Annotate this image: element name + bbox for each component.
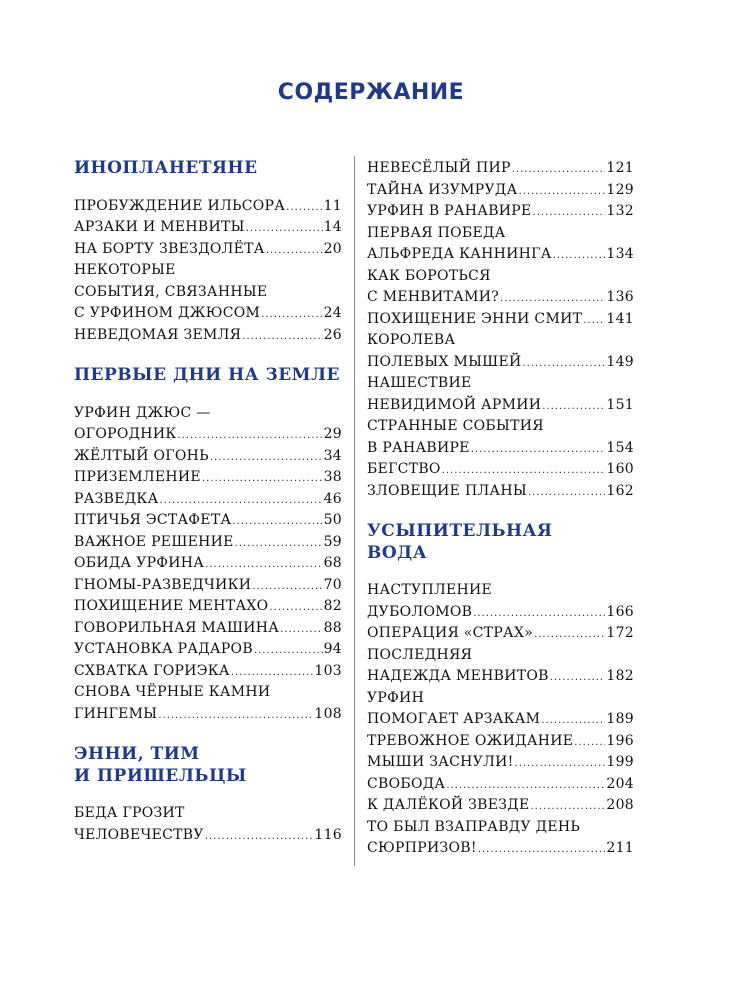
entry-title: СХВАТКА ГОРИЭКА xyxy=(74,662,230,679)
entry-row xyxy=(367,309,634,331)
dot-leader xyxy=(519,181,606,203)
dot-leader xyxy=(583,310,605,332)
entry-title: НЕВИДИМОЙ АРМИИ xyxy=(367,396,542,413)
entry-title: ПОЛЕВЫХ МЫШЕЙ xyxy=(367,353,522,370)
toc-entry[interactable] xyxy=(367,223,634,266)
dot-leader xyxy=(158,705,313,727)
entry-title: СВОБОДА xyxy=(367,775,446,792)
entry-row xyxy=(74,639,342,661)
toc-entry[interactable] xyxy=(74,575,342,597)
section-heading-line: ПЕРВЫЕ ДНИ НА ЗЕМЛЕ xyxy=(74,365,340,385)
page-number: 116 xyxy=(314,826,342,843)
entry-title-line: НАСТУПЛЕНИЕ xyxy=(367,582,493,598)
entry-row xyxy=(74,532,342,554)
entry-title: ДУБОЛОМОВ xyxy=(367,603,473,620)
toc-entry[interactable] xyxy=(74,403,342,446)
toc-entry[interactable] xyxy=(367,752,634,774)
toc-entry[interactable] xyxy=(74,260,342,325)
entry-title: УСТАНОВКА РАДАРОВ xyxy=(74,641,253,657)
section-heading xyxy=(367,521,634,564)
page-number: 182 xyxy=(606,668,634,684)
dot-leader xyxy=(177,425,322,447)
entry-row xyxy=(367,459,634,481)
section-heading-line: ЭННИ, ТИМ xyxy=(74,744,200,764)
entry-title: ПРИЗЕМЛЕНИЕ xyxy=(74,469,201,485)
page-number: 134 xyxy=(606,246,634,262)
entry-title: ЧЕЛОВЕЧЕСТВУ xyxy=(74,826,204,843)
page-number: 24 xyxy=(323,305,342,321)
entry-title: ЗЛОВЕЩИЕ ПЛАНЫ xyxy=(367,482,527,499)
page-number: 103 xyxy=(314,662,342,679)
section-spacer xyxy=(74,346,342,365)
entry-row xyxy=(74,825,342,847)
dot-leader xyxy=(202,468,323,490)
entry-title-line: БЕДА ГРОЗИТ xyxy=(74,805,185,821)
toc-entry[interactable] xyxy=(74,661,342,683)
entry-row xyxy=(74,446,342,468)
dot-leader xyxy=(471,439,606,461)
entry-row xyxy=(74,303,342,325)
page-number: 204 xyxy=(606,775,634,792)
entry-row xyxy=(74,424,342,446)
toc-entry[interactable] xyxy=(367,266,634,309)
page-number: 34 xyxy=(323,447,342,464)
toc-entry[interactable] xyxy=(74,467,342,489)
entry-row xyxy=(367,438,634,460)
toc-entry[interactable] xyxy=(74,639,342,661)
dot-leader xyxy=(542,396,605,418)
page-number: 94 xyxy=(323,641,342,657)
entry-title: С МЕНВИТАМИ? xyxy=(367,289,500,305)
page-number: 70 xyxy=(323,576,342,593)
section-spacer xyxy=(367,502,634,521)
section-heading-line: И ПРИШЕЛЬЦЫ xyxy=(74,765,247,786)
entry-row xyxy=(74,618,342,640)
entry-row xyxy=(367,481,634,503)
dot-leader xyxy=(515,753,606,775)
dot-leader xyxy=(541,710,605,732)
toc-entry[interactable] xyxy=(74,532,342,554)
dot-leader xyxy=(261,304,322,326)
toc-entry[interactable] xyxy=(367,309,634,331)
section-heading xyxy=(74,744,342,787)
entry-title-line: НЕКОТОРЫЕ xyxy=(74,262,176,278)
entry-row xyxy=(367,731,634,753)
dot-leader xyxy=(522,353,605,375)
dot-leader xyxy=(528,482,605,504)
section-heading-line: ИНОПЛАНЕТЯНЕ xyxy=(74,158,258,178)
entry-row xyxy=(74,467,342,489)
entry-title: ЖЁЛТЫЙ ОГОНЬ xyxy=(74,447,209,464)
dot-leader xyxy=(286,197,322,219)
dot-leader xyxy=(478,839,606,861)
toc-entry[interactable] xyxy=(367,688,634,731)
entry-row xyxy=(367,774,634,796)
toc-entry[interactable] xyxy=(74,239,342,261)
entry-title: ОБИДА УРФИНА xyxy=(74,555,205,571)
entry-title: СЮРПРИЗОВ! xyxy=(367,840,477,856)
entry-row xyxy=(367,352,634,374)
section-heading-line: ВОДА xyxy=(367,542,428,563)
entry-row xyxy=(74,553,342,575)
entry-row xyxy=(74,217,342,239)
entry-title-line: ТО БЫЛ ВЗАПРАВДУ ДЕНЬ xyxy=(367,818,581,835)
toc-entry[interactable] xyxy=(367,731,634,753)
toc-entry[interactable] xyxy=(74,803,342,846)
page-number: 151 xyxy=(606,396,634,413)
page-number: 46 xyxy=(323,490,342,507)
section-spacer xyxy=(74,725,342,744)
dot-leader xyxy=(210,447,323,469)
entry-row xyxy=(74,575,342,597)
dot-leader xyxy=(254,640,323,662)
entry-row xyxy=(74,489,342,511)
entry-title: ПОМОГАЕТ АРЗАКАМ xyxy=(367,711,541,727)
entry-row xyxy=(74,239,342,261)
page-number: 14 xyxy=(323,219,342,235)
entry-title: ГОВОРИЛЬНАЯ МАШИНА xyxy=(74,619,280,636)
entry-title: НА БОРТУ ЗВЕЗДОЛЁТА xyxy=(74,240,265,257)
entry-row xyxy=(367,395,634,417)
entry-title: ВАЖНОЕ РЕШЕНИЕ xyxy=(74,533,234,550)
entry-title: АЛЬФРЕДА КАННИНГА xyxy=(367,246,552,262)
entry-row xyxy=(367,602,634,624)
entry-title-line: КАК БОРОТЬСЯ xyxy=(367,267,491,284)
page-number: 166 xyxy=(606,603,634,620)
page-number: 26 xyxy=(323,326,342,343)
toc-entry[interactable] xyxy=(74,510,342,532)
page-number: 211 xyxy=(606,840,634,856)
dot-leader xyxy=(446,775,605,797)
toc-entry[interactable] xyxy=(74,682,342,725)
entry-row xyxy=(367,287,634,309)
entry-title-line: ПОСЛЕДНЯЯ xyxy=(367,646,473,663)
page-number: 68 xyxy=(323,555,342,571)
section-spacer xyxy=(74,387,342,403)
entry-row xyxy=(367,795,634,817)
toc-entry[interactable] xyxy=(74,196,342,218)
dot-leader xyxy=(473,603,605,625)
entry-row xyxy=(367,709,634,731)
page-number: 154 xyxy=(606,439,634,456)
page-title: СОДЕРЖАНИЕ xyxy=(277,80,465,105)
dot-leader xyxy=(534,624,605,646)
dot-leader xyxy=(242,326,322,348)
toc-entry[interactable] xyxy=(367,774,634,796)
entry-title: УРФИН В РАНАВИРЕ xyxy=(367,203,532,219)
toc-entry[interactable] xyxy=(367,158,634,180)
entry-title-line: ПЕРВАЯ ПОБЕДА xyxy=(367,224,506,241)
section-spacer xyxy=(74,787,342,803)
entry-title-line: УРФИН xyxy=(367,689,425,706)
entry-row xyxy=(74,325,342,347)
dot-leader xyxy=(550,667,606,689)
toc-entry[interactable] xyxy=(74,618,342,640)
entry-title: С УРФИНОМ ДЖЮСОМ xyxy=(74,305,261,321)
toc-entry[interactable] xyxy=(367,459,634,481)
page-number: 162 xyxy=(606,482,634,499)
page-number: 108 xyxy=(314,705,342,722)
entry-title: ТРЕВОЖНОЕ ОЖИДАНИЕ xyxy=(367,732,574,749)
entry-row xyxy=(367,623,634,645)
dot-leader xyxy=(246,218,323,240)
dot-leader xyxy=(205,826,314,848)
entry-title: ГИНГЕМЫ xyxy=(74,705,158,722)
page-number: 199 xyxy=(606,754,634,770)
toc-entry[interactable] xyxy=(74,553,342,575)
toc-column-left xyxy=(74,158,342,846)
entry-title-line: СОБЫТИЯ, СВЯЗАННЫЕ xyxy=(74,283,268,300)
page-number: 172 xyxy=(606,625,634,641)
dot-leader xyxy=(574,732,605,754)
toc-entry[interactable] xyxy=(367,201,634,223)
entry-title: В РАНАВИРЕ xyxy=(367,439,470,456)
entry-row xyxy=(74,704,342,726)
page-number: 196 xyxy=(606,732,634,749)
entry-row xyxy=(367,838,634,860)
dot-leader xyxy=(442,460,606,482)
section-heading xyxy=(74,158,342,180)
toc-entry[interactable] xyxy=(367,180,634,202)
toc-entry[interactable] xyxy=(367,817,634,860)
column-divider xyxy=(354,156,355,866)
toc-entry[interactable] xyxy=(367,481,634,503)
entry-row xyxy=(74,661,342,683)
dot-leader xyxy=(266,240,323,262)
entry-row xyxy=(74,196,342,218)
entry-title: АРЗАКИ И МЕНВИТЫ xyxy=(74,219,245,235)
dot-leader xyxy=(500,288,605,310)
entry-row xyxy=(367,666,634,688)
entry-row xyxy=(74,510,342,532)
entry-title: ТАЙНА ИЗУМРУДА xyxy=(367,181,518,198)
dot-leader xyxy=(231,662,314,684)
section-spacer xyxy=(74,180,342,196)
page-number: 29 xyxy=(323,426,342,442)
entry-title: РАЗВЕДКА xyxy=(74,490,159,507)
dot-leader xyxy=(512,159,606,181)
toc-entry[interactable] xyxy=(367,330,634,373)
dot-leader xyxy=(553,245,606,267)
page-number: 160 xyxy=(606,461,634,477)
dot-leader xyxy=(232,511,322,533)
entry-title: НАДЕЖДА МЕНВИТОВ xyxy=(367,668,549,684)
entry-row xyxy=(367,180,634,202)
page-number: 20 xyxy=(323,240,342,257)
entry-title: ПОХИЩЕНИЕ МЕНТАХО xyxy=(74,598,269,614)
dot-leader xyxy=(205,554,322,576)
entry-title: ОПЕРАЦИЯ «СТРАХ» xyxy=(367,625,534,641)
entry-title: НЕВЕДОМАЯ ЗЕМЛЯ xyxy=(74,326,242,343)
toc-entry[interactable] xyxy=(367,416,634,459)
entry-title: ОГОРОДНИК xyxy=(74,426,177,442)
page-number: 38 xyxy=(323,469,342,485)
entry-row xyxy=(74,596,342,618)
toc-entry[interactable] xyxy=(367,373,634,416)
toc-column-right xyxy=(367,158,634,860)
dot-leader xyxy=(280,619,322,641)
entry-title: НЕВЕСЁЛЫЙ ПИР xyxy=(367,160,511,176)
toc-entry[interactable] xyxy=(74,217,342,239)
page-number: 88 xyxy=(323,619,342,636)
entry-row xyxy=(367,201,634,223)
entry-title: МЫШИ ЗАСНУЛИ! xyxy=(367,754,514,770)
entry-title-line: СТРАННЫЕ СОБЫТИЯ xyxy=(367,418,544,434)
dot-leader xyxy=(252,576,322,598)
toc-entry[interactable] xyxy=(367,795,634,817)
page-number: 129 xyxy=(606,181,634,198)
toc-entry[interactable] xyxy=(367,645,634,688)
toc-entry[interactable] xyxy=(367,623,634,645)
entry-row xyxy=(367,158,634,180)
entry-title: К ДАЛЁКОЙ ЗВЕЗДЕ xyxy=(367,797,530,813)
dot-leader xyxy=(269,597,322,619)
page-number: 208 xyxy=(606,797,634,813)
entry-title-line: СНОВА ЧЁРНЫЕ КАМНИ xyxy=(74,684,271,700)
entry-title-line: НАШЕСТВИЕ xyxy=(367,375,472,391)
toc-entry[interactable] xyxy=(74,596,342,618)
entry-title: ПРОБУЖДЕНИЕ ИЛЬСОРА xyxy=(74,197,286,214)
page-number: 141 xyxy=(606,310,634,327)
toc-entry[interactable] xyxy=(74,325,342,347)
page-number: 121 xyxy=(606,160,634,176)
dot-leader xyxy=(235,533,323,555)
page-number: 189 xyxy=(606,711,634,727)
dot-leader xyxy=(159,490,322,512)
section-spacer xyxy=(367,564,634,580)
section-heading xyxy=(74,365,342,387)
toc-entry[interactable] xyxy=(367,580,634,623)
page-number: 11 xyxy=(323,197,342,214)
entry-title-line: КОРОЛЕВА xyxy=(367,332,456,348)
entry-title: ПТИЧЬЯ ЭСТАФЕТА xyxy=(74,512,232,528)
entry-title: БЕГСТВО xyxy=(367,461,441,477)
toc-entry[interactable] xyxy=(74,489,342,511)
dot-leader xyxy=(533,202,606,224)
dot-leader xyxy=(531,796,606,818)
page-number: 132 xyxy=(606,203,634,219)
page-number: 59 xyxy=(323,533,342,550)
toc-entry[interactable] xyxy=(74,446,342,468)
page-number: 136 xyxy=(606,289,634,305)
entry-row xyxy=(367,752,634,774)
page-number: 82 xyxy=(323,598,342,614)
entry-row xyxy=(367,244,634,266)
section-heading-line: УСЫПИТЕЛЬНАЯ xyxy=(367,521,553,541)
entry-title: ПОХИЩЕНИЕ ЭННИ СМИТ xyxy=(367,310,583,327)
entry-title: ГНОМЫ-РАЗВЕДЧИКИ xyxy=(74,576,252,593)
entry-title-line: УРФИН ДЖЮС — xyxy=(74,404,211,421)
page-number: 149 xyxy=(606,353,634,370)
page-number: 50 xyxy=(323,512,342,528)
